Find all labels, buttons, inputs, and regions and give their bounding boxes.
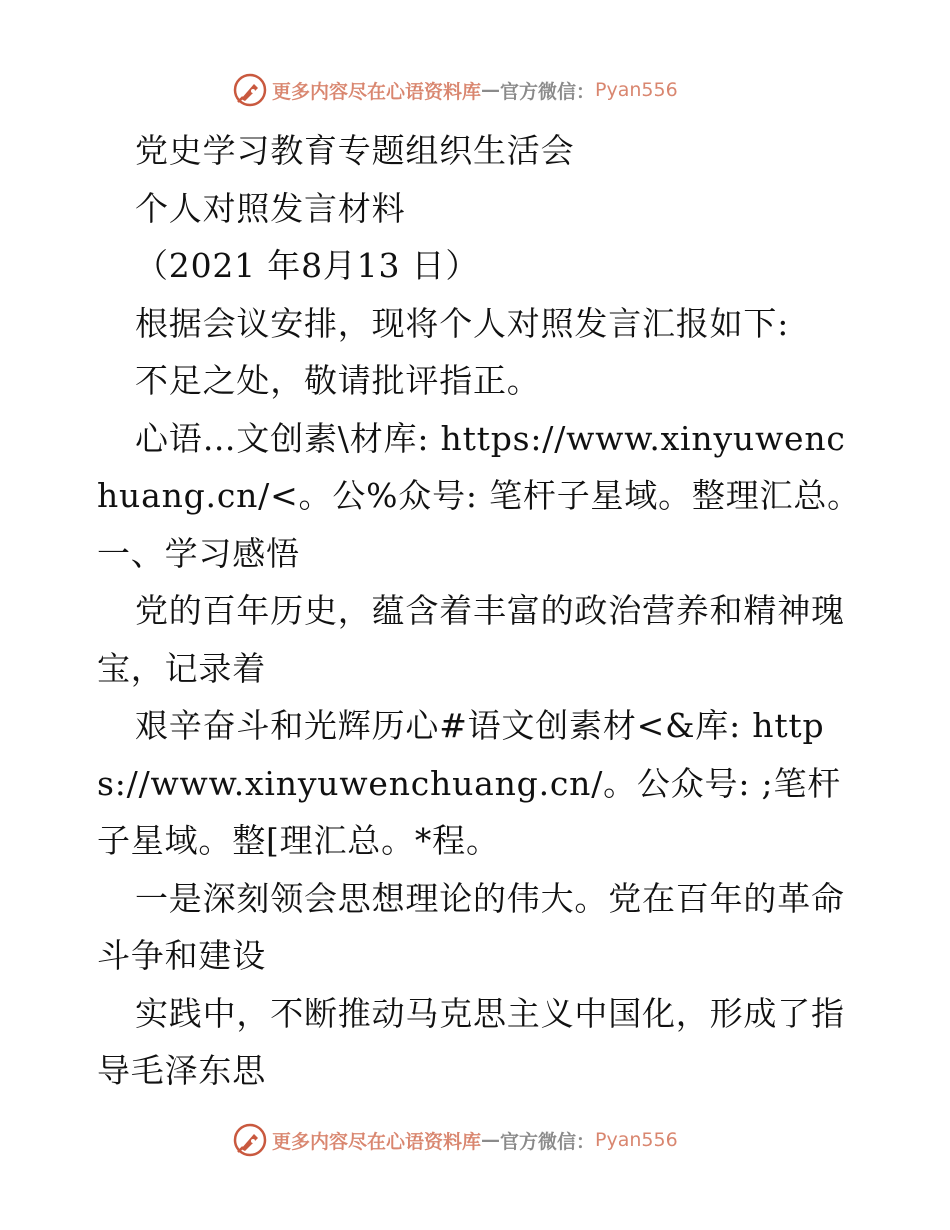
pen-nib-icon	[232, 72, 268, 108]
doc-paragraph: 实践中，不断推动马克思主义中国化，形成了指导毛泽东思	[97, 993, 845, 1090]
header-watermark-banner	[232, 70, 678, 110]
banner-slogan: 更多内容尽在心语资料库	[272, 1130, 482, 1153]
doc-title: 党史学习教育专题组织生活会	[135, 131, 575, 170]
doc-paragraph: 心语…文创素\材库: https://www.xinyuwenchuang.cn/<。公%众号: 笔杆子星域。整理汇总。一、学习感悟	[97, 418, 861, 573]
document-body	[97, 122, 867, 1100]
banner-slogan: 更多内容尽在心语资料库	[272, 80, 482, 103]
footer-watermark-banner	[232, 1120, 678, 1160]
banner-dash: —	[481, 79, 501, 101]
doc-date: （2021 年8月13 日）	[135, 246, 480, 285]
doc-subtitle: 个人对照发言材料	[135, 188, 406, 228]
doc-paragraph: 不足之处，敬请批评指正。	[135, 361, 541, 400]
doc-paragraph: 一是深刻领会思想理论的伟大。党在百年的革命斗争和建设	[97, 878, 845, 975]
banner-wechat-id: Pyan556	[595, 79, 678, 101]
banner-wechat-label: 官方微信：	[500, 80, 596, 103]
doc-paragraph: 艰辛奋斗和光辉历心#语文创素材<&库: https://www.xinyuwenchuang.cn/。公众号: ;笔杆子星域。整[理汇总。*程。	[97, 706, 842, 860]
doc-paragraph: 党的百年历史，蕴含着丰富的政治营养和精神瑰宝，记录着	[97, 591, 845, 688]
banner-wechat-label: 官方微信：	[500, 1130, 596, 1153]
pen-nib-icon	[232, 1122, 268, 1158]
banner-wechat-id: Pyan556	[595, 1129, 678, 1151]
doc-paragraph: 根据会议安排，现将个人对照发言汇报如下:	[135, 303, 790, 343]
banner-dash: —	[481, 1129, 501, 1151]
